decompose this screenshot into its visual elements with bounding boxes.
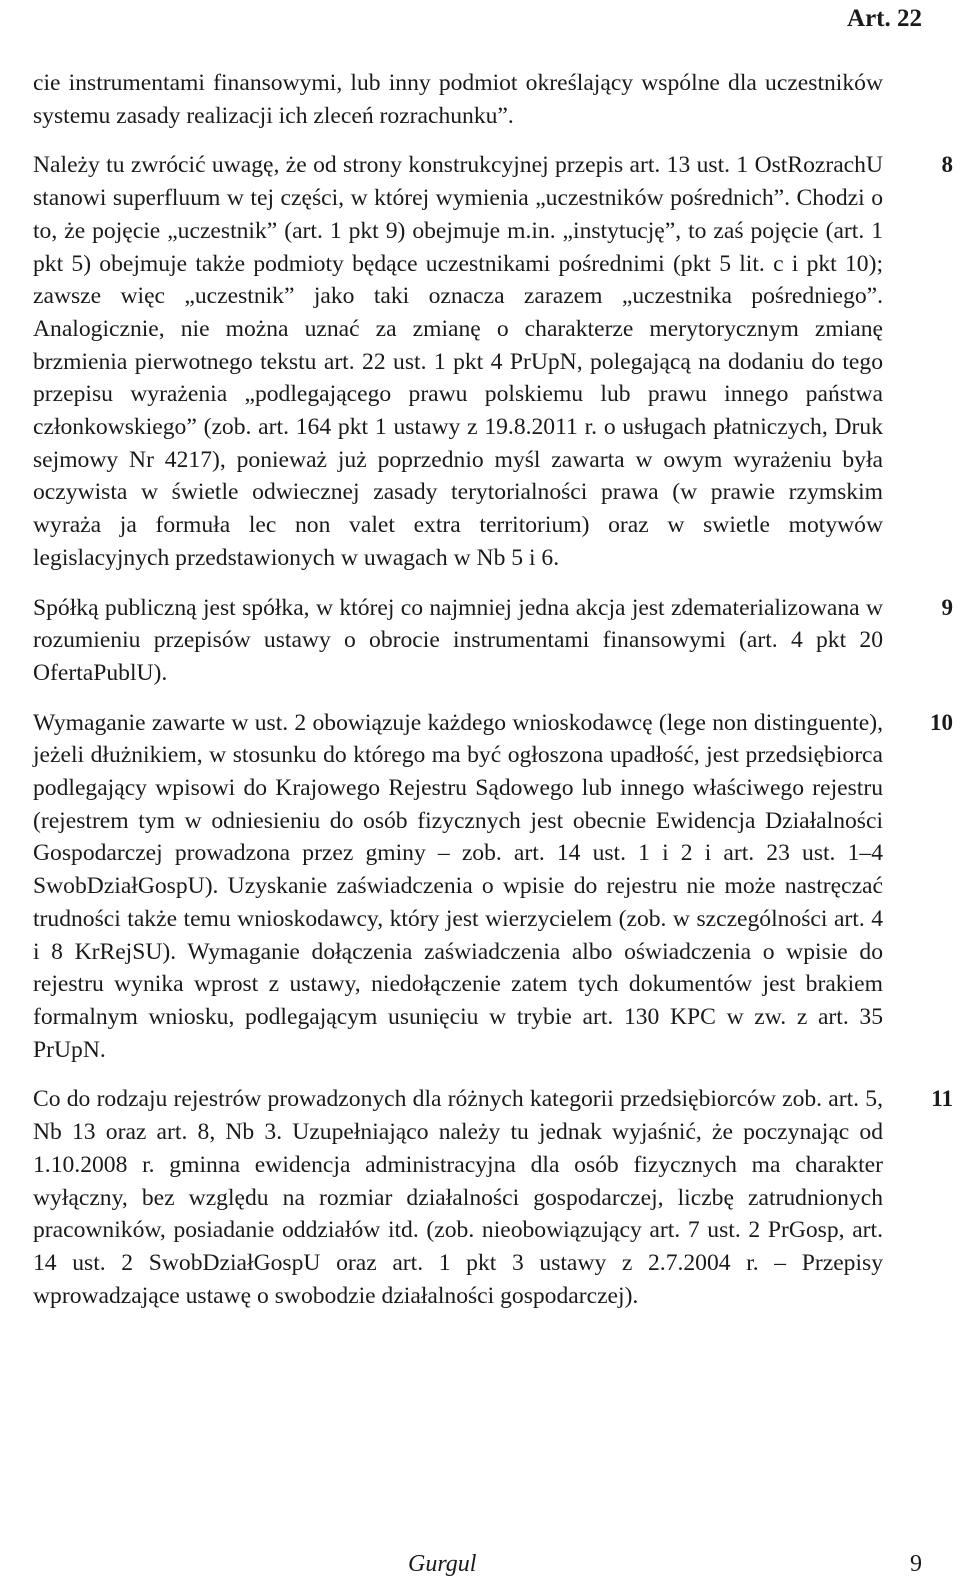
document-body — [33, 67, 953, 1329]
margin-number: 8 — [941, 152, 953, 178]
paragraph-text: Wymaganie zawarte w ust. 2 obowiązuje każdego wnioskodawcę (lege non distinguente), jeżeli dłużnikiem, w stosunku do którego ma być ogłoszona upadłość, jest przedsiębiorca podlegający wpisowi do Krajowego Rejestru Sądowego lub innego właściwego rejestru (rejestrem tym w odniesieniu do osób fizycznych jest obecnie Ewidencja Działalności Gospodarczej prowadzona przez gminy – zob. art. 14 ust. 1 i 2 i art. 23 ust. 1–4 SwobDziałGospU). Uzyskanie zaświadczenia o wpisie do rejestru nie może nastręczać trudności także temu wnioskodawcy, który jest wierzycielem (zob. w szczególności art. 4 i 8 KrRejSU). Wymaganie dołączenia zaświadczenia albo oświadczenia o wpisie do rejestru wynika wprost z ustawy, niedołączenie zatem tych dokumentów jest brakiem formalnym wniosku, podlegającym usunięciu w trybie art. 130 KPC w zw. z art. 35 PrUpN. — [33, 709, 883, 1063]
paragraph-text: Co do rodzaju rejestrów prowadzonych dla różnych kategorii przedsiębiorców zob. art. 5, Nb 13 oraz art. 8, Nb 3. Uzupełniająco należy tu jednak wyjaśnić, że poczynając od 1.10.2008 r. gminna ewidencja administracyjna dla osób fizycznych ma charakter wyłączny, bez względu na rozmiar działalności gospodarczej, liczbę zatrudnionych pracowników, posiadanie oddziałów itd. (zob. nieobowiązujący art. 7 ust. 2 PrGosp, art. 14 ust. 2 SwobDziałGospU oraz art. 1 pkt 3 ustawy z 2.7.2004 r. – Przepisy wprowadzające ustawę o swobodzie działalności gospodarczej). — [33, 1086, 883, 1309]
page-number: 9 — [910, 1551, 922, 1577]
paragraph-10 — [33, 707, 953, 1067]
footer-author: Gurgul — [408, 1551, 477, 1577]
paragraph-9 — [33, 592, 953, 690]
paragraph-11 — [33, 1083, 953, 1312]
running-head: Art. 22 — [847, 5, 922, 32]
paragraph-8 — [33, 149, 953, 574]
margin-number: 9 — [941, 594, 953, 620]
margin-number: 10 — [930, 709, 953, 735]
paragraph-text: cie instrumentami finansowymi, lub inny podmiot określający wspólne dla uczestników systemu zasady realizacji ich zleceń rozrachunku”. — [33, 70, 883, 129]
margin-number: 11 — [931, 1086, 953, 1112]
paragraph-text: Należy tu zwrócić uwagę, że od strony konstrukcyjnej przepis art. 13 ust. 1 OstRozrachU stanowi superfluum w tej części, w której wymienia „uczestników pośrednich”. Chodzi o to, że pojęcie „uczestnik” (art. 1 pkt 9) obejmuje m.in. „instytucję”, to zaś pojęcie (art. 1 pkt 5) obejmuje także podmioty będące uczestnikami pośrednimi (pkt 5 lit. c i pkt 10); zawsze więc „uczestnik” jako taki oznacza zarazem „uczestnika pośredniego”. Analogicznie, nie można uznać za zmianę o charakterze merytorycznym zmianę brzmienia pierwotnego tekstu art. 22 ust. 1 pkt 4 PrUpN, polegającą na dodaniu do tego przepisu wyrażenia „podlegającego prawu polskiemu lub prawu innego państwa członkowskiego” (zob. art. 164 pkt 1 ustawy z 19.8.2011 r. o usługach płatniczych, Druk sejmowy Nr 4217), ponieważ już poprzednio myśl zawarta w owym wyrażeniu była oczywista w świetle odwiecznej zasady terytorialności prawa (w prawie rzymskim wyraża ja formuła lec non valet extra territorium) oraz w swietle motywów legislacyjnych przedstawionych w uwagach w Nb 5 i 6. — [33, 152, 883, 571]
paragraph-text: Spółką publiczną jest spółka, w której co najmniej jedna akcja jest zdematerializowana w rozumieniu przepisów ustawy o obrocie instrumentami finansowymi (art. 4 pkt 20 OfertaPublU). — [33, 594, 883, 686]
paragraph-continuation — [33, 67, 883, 132]
